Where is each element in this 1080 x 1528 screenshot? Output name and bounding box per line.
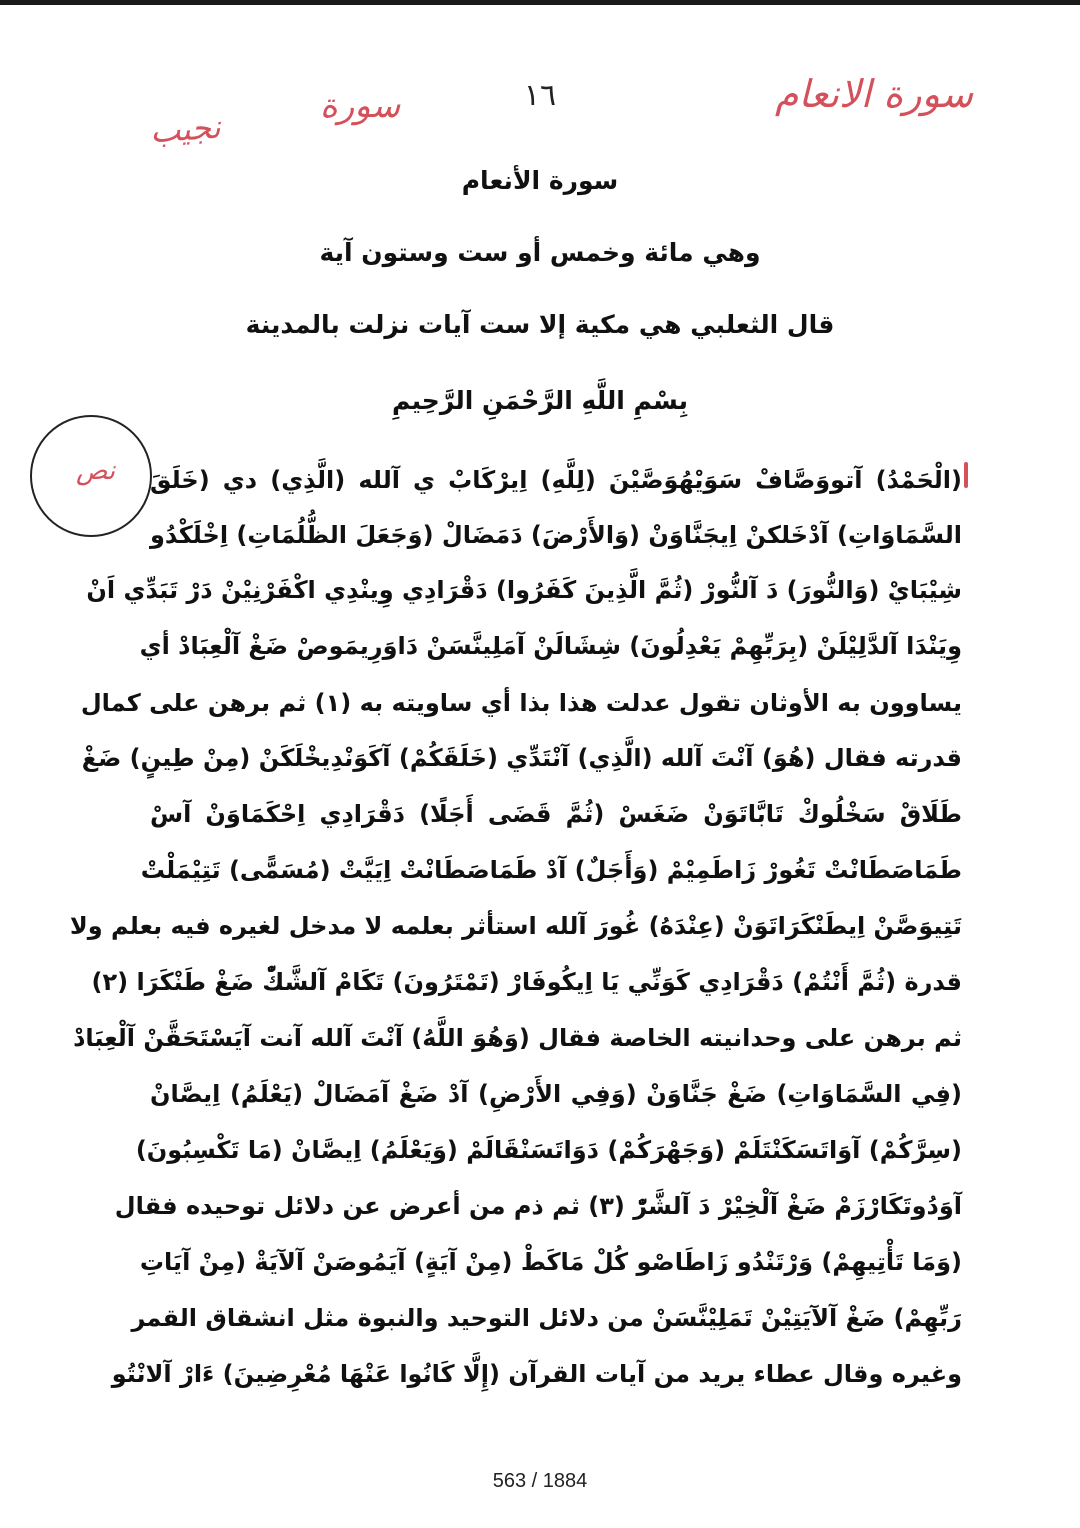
- revelation-note: قال الثعلبي هي مكية إلا ست آيات نزلت بالمدينة: [245, 310, 835, 339]
- scan-top-edge: [0, 0, 1080, 5]
- handwritten-surah-name: سورة الانعام: [775, 72, 974, 116]
- circled-note-text: نص: [76, 456, 116, 486]
- body-line: طَلَاقْ سَخْلُوكْ تَابَّاتَوَنْ ضَغَسْ (ثُمَّ قَضَى أَجَلًا) دَقْرَادِي اِحْكَمَاوَنْ آسْ: [150, 800, 962, 828]
- verse-count-line: وهي مائة وخمس أو ست وستون آية: [319, 238, 761, 267]
- body-line: يساوون به الأوثان تقول عدلت هذا بذا أي ساويته به (١) ثم برهن على كمال: [80, 689, 962, 717]
- body-line: قدرته فقال (هُوَ) آنْتَ آلله (الَّذِي) آنْتَدِّي (خَلَقَكُمْ) آكَوَنْدِيخْلَكَنْ (مِنْ طِينٍ) ضَغْ: [81, 744, 962, 772]
- page-number: ١٦: [523, 78, 557, 113]
- body-line: السَّمَاوَاتِ) آدْخَلكنْ اِيجَنَّاوَنْ (وَالأَرْضَ) دَمَضَالْ (وَجَعَلَ الظُّلُمَاتِ) اِخْلَكْدُو: [150, 521, 962, 549]
- handwritten-name: نجيب: [148, 107, 222, 151]
- body-line: تَتِيوَصَّنْ اِيطَنْكَرَاتَوَنْ (عِنْدَهُ) غُورَ آلله استأثر بعلمه لا مدخل لغيره فيه بعلم ولا: [69, 912, 962, 940]
- body-line: رَبِّهِمْ) ضَغْ آلآيَتِيْنْ تَمَلِيْنَّسَنْ من دلائل التوحيد والنبوة مثل انشقاق القمر: [131, 1304, 962, 1332]
- handwritten-surah-word: سورة: [320, 86, 401, 126]
- body-line: شِيْبَايْ (وَالنُّورَ) دَ آلنُّورْ (ثُمَّ الَّذِينَ كَفَرُوا) دَقْرَادِي وِينْدِي اكْفَرْنِيْنْ دَرْ تَبَدِّي اَنْ: [86, 576, 962, 604]
- body-line: قدرة (ثُمَّ أَنْتُمْ) دَقْرَادِي كَوَنِّي يَا اِيكُوفَارْ (تَمْتَرُونَ) تَكَامْ آلشَّكّْ ضَغْ طَنْكَرَا (٢): [91, 968, 962, 996]
- body-line: طَمَاصَطَانْتْ تَغُورْ زَاطَمِيْمْ (وَأَجَلٌ) آدْ طَمَاصَطَانْتْ اِيَيَّتْ (مُسَمًّى) تَتِيْمَلْتْ: [140, 856, 962, 884]
- body-line: ثم برهن على وحدانيته الخاصة فقال (وَهُوَ اللَّهُ) آنْتَ آلله آنت آيَسْتَحَقَّنْ آلْعِبَادْ: [73, 1024, 962, 1052]
- body-line: (الْحَمْدُ) آتووَصَّافْ سَوَيْهُوَصَّيْنَ (لِلَّهِ) اِيرْكَابْ ي آلله (الَّذِي) دي (خَلَقَ: [150, 466, 962, 494]
- page-counter: 563 / 1884: [492, 1470, 588, 1492]
- basmala: بِسْمِ اللَّهِ الرَّحْمَنِ الرَّحِيمِ: [392, 386, 688, 415]
- body-line: (سِرَّكُمْ) آوَاتَسَكَنْتَلَمْ (وَجَهْرَكُمْ) دَوَاتَسَنْقَالَمْ (وَيَعْلَمُ) اِيصَّانْ (مَا تَكْسِبُونَ): [135, 1136, 962, 1164]
- surah-title: سورة الأنعام: [461, 166, 619, 195]
- body-line: آوَدُوتَكَارْزَمْ ضَغْ آلْخِيْرْ دَ آلشَّرّْ (٣) ثم ذم من أعرض عن دلائل توحيده فقال: [114, 1192, 962, 1220]
- body-line: وِيَنْدَا آلدَّلِيْلَنْ (بِرَبِّهِمْ يَعْدِلُونَ) شِشَالَنْ آمَلِينَّسَنْ دَاوَرِيمَوصْ ضَغْ آلْعِبَادْ أي: [139, 632, 962, 660]
- body-line: (وَمَا تَأْتِيهِمْ) وَرْتَنْدُو زَاطَاصْو كُلْ مَاكَطْ (مِنْ آيَةٍ) آيَمُوصَنْ آلآيَةْ (مِنْ آيَاتِ: [139, 1248, 962, 1276]
- body-line: وغيره وقال عطاء يريد من آيات القرآن (إِلَّا كَانُوا عَنْهَا مُعْرِضِينَ) ءَارْ آلانْتُو: [111, 1360, 962, 1388]
- body-line: (فِي السَّمَاوَاتِ) ضَغْ جَنَّاوَنْ (وَفِي الأَرْضِ) آدْ ضَغْ آمَضَالْ (يَعْلَمُ) اِيصَّانْ: [150, 1080, 962, 1108]
- red-margin-mark: [964, 462, 968, 488]
